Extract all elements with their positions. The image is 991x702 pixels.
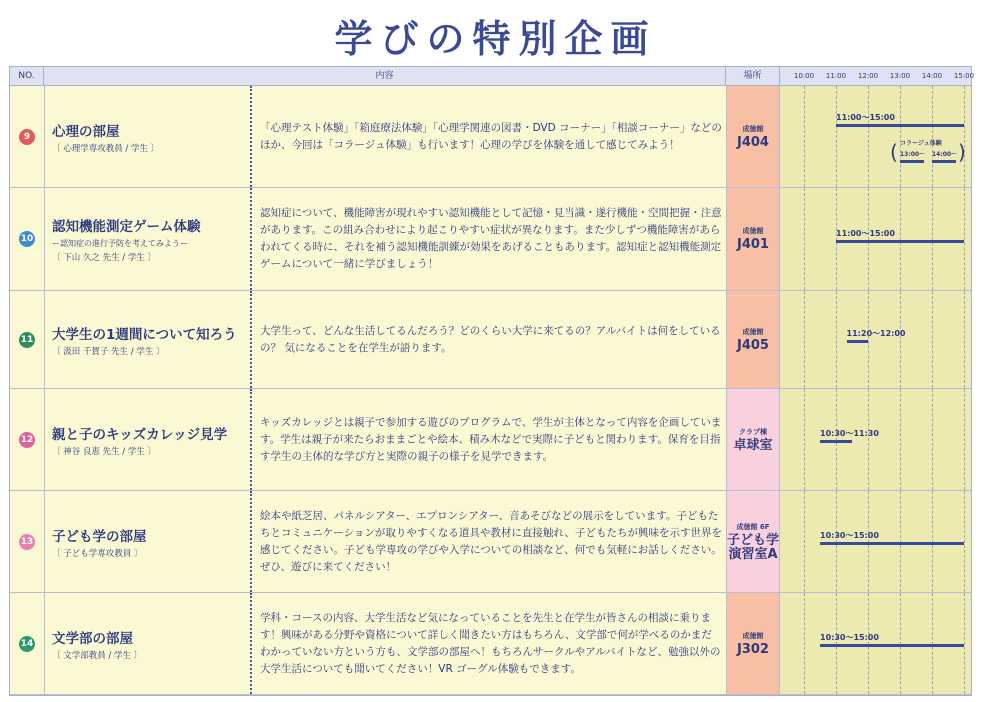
place-room: J404: [737, 134, 769, 150]
program-title: 認知機能測定ゲーム体験: [52, 219, 201, 235]
program-description: 絵本や紙芝居、パネルシアター、エプロンシアター、音あそびなどの展示をしています。子どもたちとコミュニケーションが取りやすくなる道具や教材に直接触れ、子どもたちが興味を示す世界を感じてください。子ども学専攻の学びや入学についての相談など、何でも気軽にお話しください。ぜひ、遊びに来てください！: [260, 509, 722, 573]
program-title: 文学部の部屋: [52, 630, 133, 647]
number-cell: [10, 491, 45, 592]
hour-gridline: [964, 291, 965, 388]
program-name-block: [52, 188, 248, 290]
place-cell: [726, 593, 780, 694]
program-title: 心理の部屋: [52, 123, 120, 140]
place-room: J302: [737, 641, 769, 657]
hour-gridline: [932, 86, 933, 187]
program-row: [10, 491, 971, 593]
program-row: [10, 389, 971, 491]
program-staff: 〔 神谷 良恵 先生 / 学生 〕: [52, 446, 157, 457]
program-staff: 〔 文学部教員 / 学生 〕: [52, 650, 143, 661]
place-cell: [726, 491, 780, 592]
place-inner: [727, 427, 779, 453]
program-name-block: [52, 389, 248, 490]
hour-gridline: [964, 188, 965, 290]
program-staff: 〔 子ども学専攻教員 〕: [52, 548, 143, 559]
place-inner: [727, 327, 779, 353]
place-room: 卓球室: [733, 437, 773, 453]
sub-session-title: コラージュ体験: [900, 140, 942, 147]
number-cell: [10, 188, 45, 290]
place-inner: [727, 631, 779, 657]
program-staff: 〔 汲田 千賀子 先生 / 学生 〕: [52, 346, 165, 357]
program-title: 大学生の1週間について知ろう: [52, 326, 237, 343]
place-building: 成徳館: [742, 124, 764, 133]
time-range-bar: [820, 644, 964, 647]
time-range-label: 10:30～15:00: [820, 531, 879, 540]
place-inner: [727, 522, 779, 562]
header-timeline: [780, 67, 975, 85]
sub-session-bar: [900, 160, 924, 163]
hour-gridline: [804, 389, 805, 490]
header-content: 内容: [44, 67, 726, 85]
program-name-block: [52, 491, 248, 592]
program-row: [10, 188, 971, 291]
program-description: 認知症について、機能障害が現れやすい認知機能として記憶・見当識・遂行機能・空間把握・注意があります。この組み合わせにより起こりやすい症状が異なります。また少しずつ機能障害があらわれてくる時に、それを補う認知機能訓練が効果をあげることもあります。認知症と認知機能測定ゲームについて一緒に学びましょう！: [260, 207, 722, 270]
dotted-divider: [250, 389, 252, 490]
paren-right: ): [958, 140, 966, 164]
time-range-label: 10:30～15:00: [820, 633, 879, 642]
time-tick-label: 13:00: [889, 72, 911, 80]
place-cell: [726, 291, 780, 388]
time-tick-label: 10:00: [793, 72, 815, 80]
hour-gridline: [932, 291, 933, 388]
hour-gridline: [836, 86, 837, 187]
dotted-divider: [250, 291, 252, 388]
place-room: J401: [737, 237, 769, 252]
hour-gridline: [932, 389, 933, 490]
program-number-badge: 12: [19, 432, 35, 448]
place-cell: [726, 86, 780, 187]
dotted-divider: [250, 593, 252, 694]
place-inner: [727, 226, 779, 252]
place-cell: [726, 389, 780, 490]
place-room: J405: [737, 337, 769, 353]
program-description: 「心理テスト体験」「箱庭療法体験」「心理学関連の図書・DVD コーナー」「相談コーナー」などのほか、今回は「コラージュ体験」も行います！心理の学びを体験を通して感じてみよう！: [260, 121, 722, 151]
timeline-cell: [780, 389, 971, 490]
dotted-divider: [250, 86, 252, 187]
time-tick-label: 11:00: [825, 72, 847, 80]
program-name-inner: [52, 627, 248, 661]
header-no: NO.: [10, 67, 44, 85]
number-cell: [10, 86, 45, 187]
program-description: 学科・コースの内容、大学生活など気になっていることを先生と在学生が皆さんの相談に乗ります！興味がある分野や資格について詳しく聞きたい方はもちろん、文学部で何が学べるのかまだわかっていない方という方も、文学部の部屋へ！もちろんサークルやアルバイトなど、勉強以外の大学生活についても聞いてください！VR ゴーグル体験もできます。: [260, 611, 721, 675]
time-range-bar: [820, 542, 964, 545]
paren-left: (: [890, 140, 898, 164]
timeline-cell: [780, 291, 971, 388]
program-title: 親と子のキッズカレッジ見学: [52, 426, 228, 443]
place-building: 成徳館: [742, 227, 764, 235]
time-range-label: 11:00～15:00: [836, 113, 895, 122]
number-cell: [10, 389, 45, 490]
hour-gridline: [964, 86, 965, 187]
timeline-cell: [780, 188, 971, 290]
table-header: [10, 67, 975, 86]
number-cell: [10, 291, 45, 388]
time-range-label: 11:20～12:00: [846, 329, 906, 338]
time-range-bar: [820, 440, 852, 443]
program-description: 大学生って、どんな生活してるんだろう？どのくらい大学に来てるの？アルバイトは何をしているの？ 気になることを在学生が語ります。: [260, 324, 721, 354]
program-number-badge: 10: [19, 231, 35, 247]
sub-session-time-label: 13:00～: [900, 151, 926, 158]
program-number-badge: 9: [19, 129, 35, 145]
hour-gridline: [804, 491, 805, 592]
sub-session-time-label: 14:00～: [932, 151, 958, 158]
program-staff: 〔 下山 久之 先生 / 学生 〕: [52, 253, 157, 263]
hour-gridline: [900, 291, 901, 388]
program-number-badge: 14: [19, 636, 35, 652]
hour-gridline: [836, 188, 837, 290]
hour-gridline: [900, 188, 901, 290]
program-number-badge: 13: [19, 534, 35, 550]
hour-gridline: [868, 291, 869, 388]
place-building: クラブ棟: [739, 427, 767, 436]
sub-session-bar: [932, 160, 956, 163]
hour-gridline: [804, 291, 805, 388]
timeline-cell: [780, 86, 971, 187]
program-name-inner: [52, 525, 248, 559]
hour-gridline: [964, 491, 965, 592]
dotted-divider: [250, 491, 252, 592]
program-name-inner: [52, 120, 248, 154]
program-description: キッズカレッジとは親子で参加する遊びのプログラムで、学生が主体となって内容を企画しています。学生は親子が来たらおままごとや絵本、積み木などで実際に子どもと関わります。保育を目指す学生の主体的な学び方と実際の親子の様子を見学できます。: [260, 416, 722, 462]
place-cell: [726, 188, 780, 290]
hour-gridline: [868, 188, 869, 290]
program-table: [9, 66, 975, 696]
program-row: [10, 291, 971, 389]
time-range-bar: [836, 124, 964, 127]
program-row: [10, 86, 971, 188]
time-range-bar: [847, 340, 868, 343]
time-tick-label: 12:00: [857, 72, 879, 80]
hour-gridline: [836, 291, 837, 388]
program-name-block: [52, 86, 248, 187]
hour-gridline: [964, 389, 965, 490]
program-subtitle: ー認知症の進行予防を考えてみようー: [52, 239, 188, 248]
hour-gridline: [804, 593, 805, 694]
program-title: 子ども学の部屋: [52, 528, 147, 545]
place-room: 子ども学演習室A: [727, 532, 780, 562]
program-name-block: [52, 291, 248, 388]
page-title: 学びの特別企画: [334, 17, 657, 61]
number-cell: [10, 593, 45, 694]
place-building: 成徳館 6F: [736, 522, 770, 531]
hour-gridline: [804, 188, 805, 290]
time-range-bar: [836, 240, 964, 243]
time-tick-label: 14:00: [921, 72, 943, 80]
time-range-label: 11:00～15:00: [836, 229, 895, 238]
program-number-badge: 11: [19, 332, 35, 348]
hour-gridline: [964, 593, 965, 694]
time-range-label: 10:30～11:30: [820, 429, 879, 438]
program-staff: 〔 心理学専攻教員 / 学生 〕: [52, 143, 160, 154]
place-building: 成徳館: [742, 631, 764, 640]
hour-gridline: [804, 86, 805, 187]
header-place: 場所: [726, 67, 780, 85]
hour-gridline: [900, 86, 901, 187]
hour-gridline: [868, 86, 869, 187]
program-name-block: [52, 593, 248, 694]
program-name-inner: [52, 215, 248, 263]
place-inner: [727, 124, 779, 150]
program-name-inner: [52, 323, 248, 357]
time-tick-label: 15:00: [953, 72, 975, 80]
program-row: [10, 593, 971, 695]
hour-gridline: [932, 188, 933, 290]
hour-gridline: [868, 389, 869, 490]
program-name-inner: [52, 423, 248, 457]
dotted-divider: [250, 188, 252, 290]
timeline-cell: [780, 593, 971, 694]
hour-gridline: [900, 389, 901, 490]
place-building: 成徳館: [742, 327, 764, 336]
timeline-cell: [780, 491, 971, 592]
